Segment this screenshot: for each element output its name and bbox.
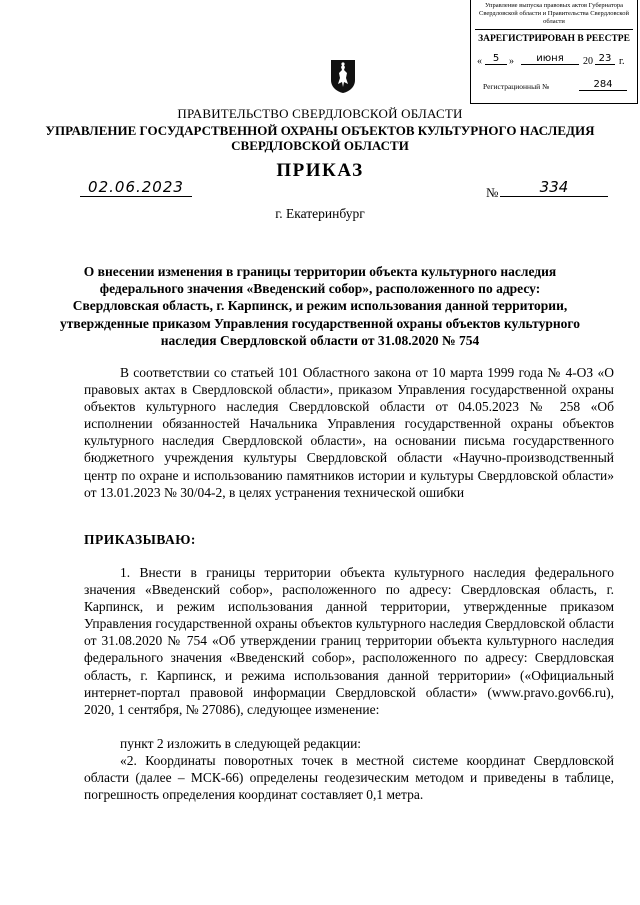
document-type: ПРИКАЗ (276, 160, 364, 181)
stamp-month: июня (521, 53, 579, 65)
stamp-year-unit: г. (619, 56, 625, 67)
stamp-day: 5 (485, 53, 507, 65)
document-title: О внесении изменения в границы территории объекта культурного наследия федерального значения «Введенский собор», расположенного по адресу: Свердловская область, г. Карпинск, и режим использования данной территории, утвержденные приказом Управления государственной охраны объектов культурного наследия Свердловской области от 31.08.2020 № 754 (60, 264, 580, 348)
registration-stamp (470, 0, 638, 104)
stamp-quote-close: » (509, 56, 514, 67)
order-number-label: № (486, 185, 499, 200)
coat-of-arms-icon (330, 58, 356, 94)
city: г. Екатеринбург (275, 206, 365, 221)
orders-heading: ПРИКАЗЫВАЮ: (84, 532, 196, 547)
order-number: 334 (500, 178, 608, 197)
stamp-title: ЗАРЕГИСТРИРОВАН В РЕЕСТРЕ (478, 34, 630, 44)
item-1-quoted-text: «2. Координаты поворотных точек в местной системе координат Свердловской области (далее – МСК-66) определены геодезическим методом и приведены в таблице, погрешность определения координат составляет 0,1 метра. (84, 753, 614, 803)
stamp-reg-number: 284 (579, 79, 627, 91)
preamble-paragraph: В соответствии со статьей 101 Областного закона от 10 марта 1999 года № 4-ОЗ «О правовых актах в Свердловской области», приказом Управления государственной охраны объектов культурного наследия Свердловской области от 04.05.2023 № 258 «Об исполнении обязанностей Начальника Управления государственной охраны объектов культурного наследия Свердловской области», на основании письма государственного бюджетного учреждения культуры Свердловской области «Научно-производственный центр по охране и использованию памятников истории и культуры Свердловской области» от 13.01.2023 № 30/04-2, в целях устранения технической ошибки (84, 365, 614, 500)
department-name: УПРАВЛЕНИЕ ГОСУДАРСТВЕННОЙ ОХРАНЫ ОБЪЕКТОВ КУЛЬТУРНОГО НАСЛЕДИЯ СВЕРДЛОВСКОЙ ОБЛАСТИ (45, 123, 595, 153)
stamp-year-prefix: 20 (583, 56, 593, 67)
government-name: ПРАВИТЕЛЬСТВО СВЕРДЛОВСКОЙ ОБЛАСТИ (177, 106, 463, 121)
stamp-reg-label: Регистрационный № (483, 82, 550, 91)
stamp-year: 23 (595, 53, 615, 65)
item-1-subparagraph: пункт 2 изложить в следующей редакции: (120, 736, 362, 751)
stamp-quote-open: « (477, 56, 482, 67)
order-date: 02.06.2023 (80, 178, 192, 197)
item-1-paragraph: 1. Внести в границы территории объекта культурного наследия федерального значения «Введенский собор», расположенного по адресу: Свердловская область, г. Карпинск, и режим использования данной территории, утвержденные приказом Управления государственной охраны объектов культурного наследия Свердловской области от 31.08.2020 № 754 «Об утверждении границ территории объекта культурного наследия федерального значения «Введенский собор», расположенного по адресу: Свердловская область, г. Карпинск, и режима использования данной территории» («Официальный интернет-портал правовой информации Свердловской области» (www.pravo.gov66.ru), 2020, 1 сентября, № 27086), следующее изменение: (84, 565, 614, 717)
stamp-header: Управление выпуска правовых актов Губернатора Свердловской области и Правительства Свердловской области (479, 2, 629, 25)
stamp-divider (475, 29, 633, 30)
